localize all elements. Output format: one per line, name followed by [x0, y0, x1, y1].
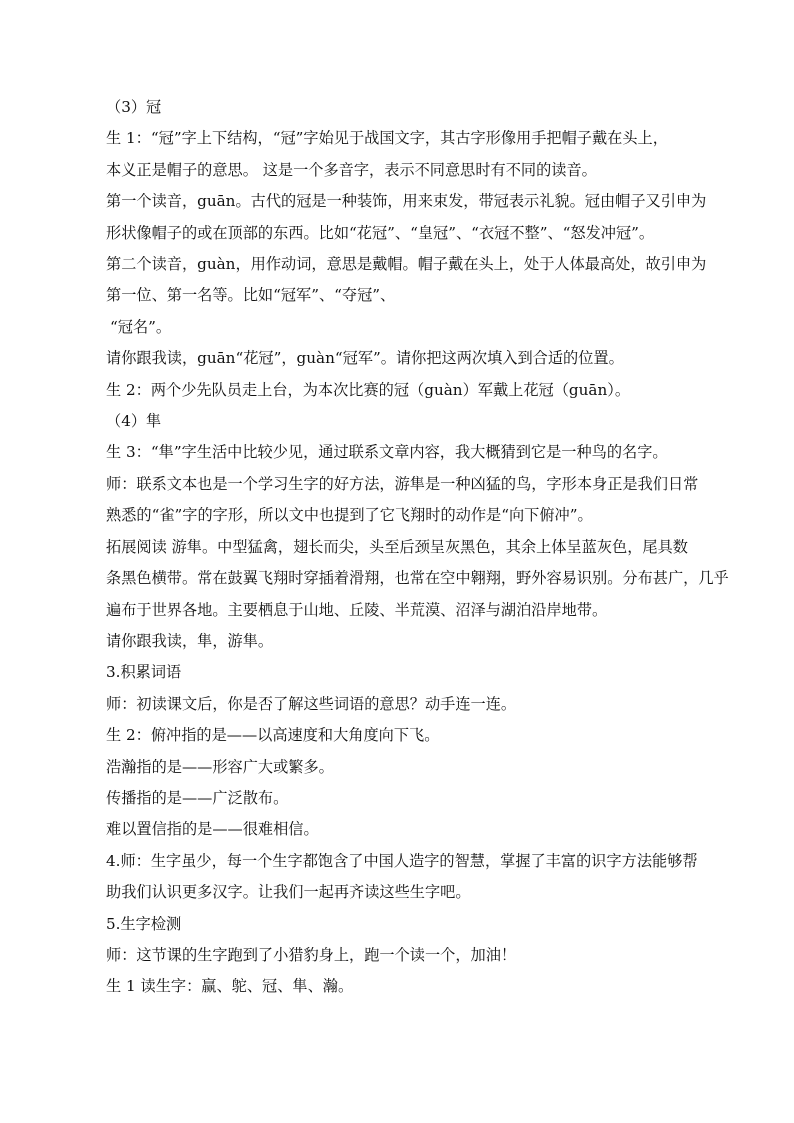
paragraph: 生 1 读生字：赢、鸵、冠、隼、瀚。 — [106, 977, 354, 996]
paragraph: 第二个读音，guàn，用作动词，意思是戴帽。帽子戴在头上，处于人体最高处，故引申为 — [106, 255, 707, 274]
paragraph: 请你跟我读，隼，游隼。 — [106, 631, 274, 650]
paragraph: 助我们认识更多汉字。让我们一起再齐读这些生字吧。 — [106, 883, 471, 902]
paragraph: 生 2：两个少先队员走上台，为本次比赛的冠（guàn）军戴上花冠（guān）。 — [106, 380, 631, 399]
paragraph: 条黑色横带。常在鼓翼飞翔时穿插着滑翔，也常在空中翱翔，野外容易识别。分布甚广，几乎 — [106, 569, 729, 588]
paragraph: 生 3：“隼”字生活中比较少见，通过联系文章内容，我大概猜到它是一种鸟的名字。 — [106, 443, 668, 462]
paragraph: 浩瀚指的是——形容广大或繁多。 — [106, 757, 334, 776]
paragraph: 生 2：俯冲指的是——以高速度和大角度向下飞。 — [106, 726, 440, 745]
paragraph-heading-4: （4）隼 — [106, 412, 162, 431]
paragraph: 遍布于世界各地。主要栖息于山地、丘陵、半荒漠、沼泽与湖泊沿岸地带。 — [106, 600, 608, 619]
section-heading-3: 3.积累词语 — [106, 663, 182, 682]
paragraph: 请你跟我读，guān“花冠”，guàn“冠军”。请你把这两次填入到合适的位置。 — [106, 349, 624, 368]
paragraph: 形状像帽子的或在顶部的东西。比如“花冠”、“皇冠”、“衣冠不整”、“怒发冲冠”。 — [106, 223, 655, 242]
paragraph: 生 1：“冠”字上下结构，“冠”字始见于战国文字，其古字形像用手把帽子戴在头上， — [106, 129, 668, 148]
paragraph: 拓展阅读 游隼。中型猛禽，翅长而尖，头至后颈呈灰黑色，其余上体呈蓝灰色，尾具数 — [106, 537, 688, 556]
paragraph-heading-3: （3）冠 — [106, 98, 162, 116]
paragraph: 4.师：生字虽少，每一个生字都饱含了中国人造字的智慧，掌握了丰富的识字方法能够帮 — [106, 851, 698, 870]
paragraph: 师：初读课文后，你是否了解这些词语的意思？动手连一连。 — [106, 694, 517, 713]
paragraph: 师：这节课的生字跑到了小猎豹身上，跑一个读一个，加油！ — [106, 945, 517, 964]
paragraph: “冠名”。 — [110, 317, 172, 336]
paragraph: 第一个读音，guān。古代的冠是一种装饰，用来束发，带冠表示礼貌。冠由帽子又引申为 — [106, 192, 707, 211]
section-heading-5: 5.生字检测 — [106, 914, 182, 933]
paragraph: 难以置信指的是——很难相信。 — [106, 820, 319, 839]
paragraph: 师：联系文本也是一个学习生字的好方法，游隼是一种凶猛的鸟，字形本身正是我们日常 — [106, 474, 699, 493]
paragraph: 本义正是帽子的意思。 这是一个多音字，表示不同意思时有不同的读音。 — [106, 160, 597, 179]
paragraph: 第一位、第一名等。比如“冠军”、“夺冠”、 — [106, 286, 396, 305]
paragraph: 熟悉的“雀”字的字形，所以文中也提到了它飞翔时的动作是“向下俯冲”。 — [106, 506, 593, 525]
paragraph: 传播指的是——广泛散布。 — [106, 788, 289, 807]
